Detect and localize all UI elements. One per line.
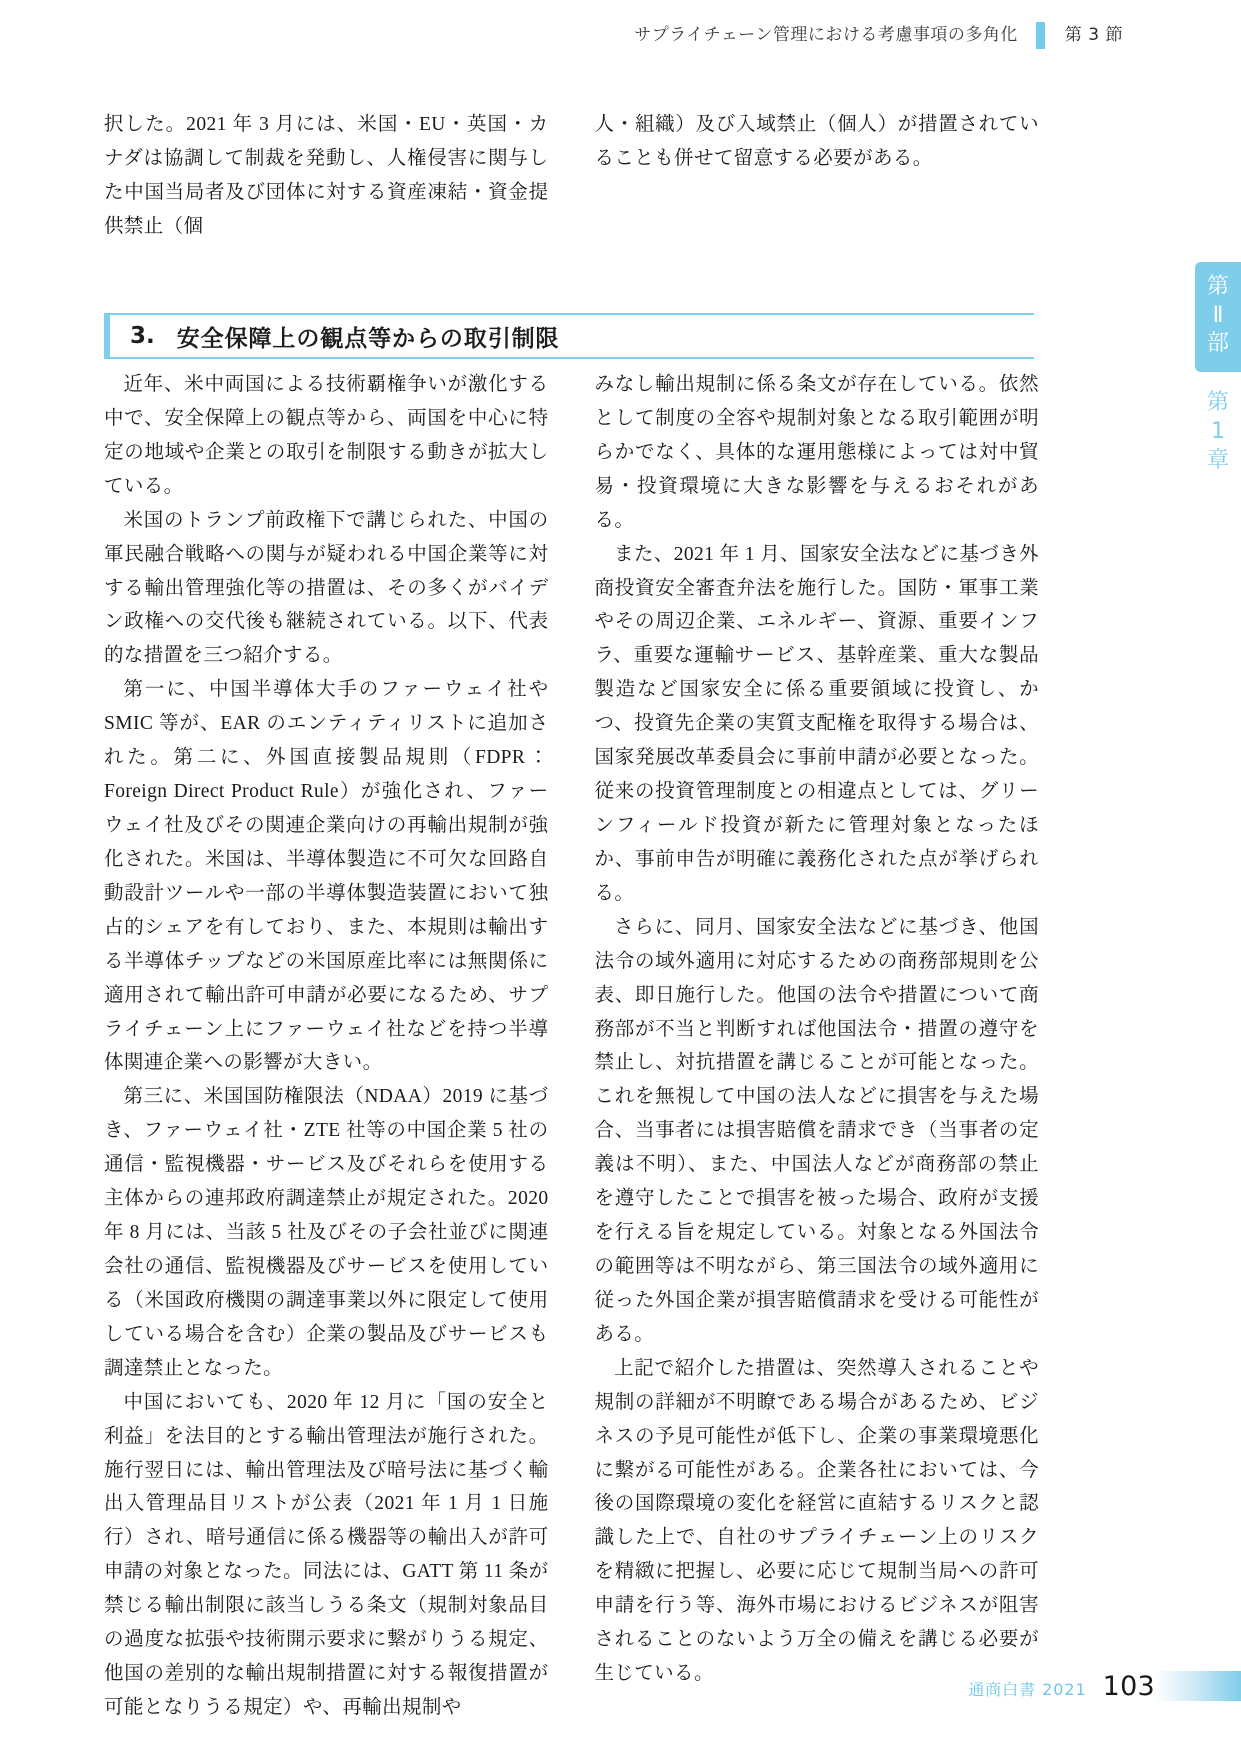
top-continuation-columns [104,108,1039,244]
paragraph: また、2021 年 1 月、国家安全法などに基づき外商投資安全審査弁法を施行した。国防・軍事工業やその周辺企業、エネルギー、資源、重要インフラ、重要な運輸サービス、基幹産業、重大な製品製造など国家安全に係る重要領域に投資し、かつ、投資先企業の実質支配権を取得する場合は、国家発展改革委員会に事前申請が必要となった。従来の投資管理制度との相違点としては、グリーンフィールド投資が新たに管理対象となったほか、事前申告が明確に義務化された点が挙げられる。 [594,543,1039,904]
side-tab-chapter-char-1: 第 [1206,389,1229,415]
section-heading-number: 3. [130,323,155,349]
page-number: 103 [1102,1671,1155,1702]
top-continuation-right-column [595,108,1040,244]
side-tab-chapter-char-3: 章 [1206,447,1229,473]
paragraph: 上記で紹介した措置は、突然導入されることや規制の詳細が不明瞭である場合があるため、ビジネスの予見可能性が低下し、企業の事業環境悪化に繋がる可能性がある。企業各社においては、今後の国際環境の変化を経営に直結するリスクと認識した上で、自社のサプライチェーン上のリスクを精緻に把握し、必要に応じて規制当局への許可申請を行う等、海外市場におけるビジネスが阻害されることのないよう万全の備えを講じる必要が生じている。 [594,1357,1039,1685]
running-head-title: サプライチェーン管理における考慮事項の多角化 [634,25,1018,45]
side-tab-part-label[interactable] [1195,262,1241,372]
paragraph: 米国のトランプ前政権下で講じられた、中国の軍民融合戦略への関与が疑われる中国企業等に対する輸出管理強化等の措置は、その多くがバイデン政権への交代後も継続されている。以下、代表的な措置を三つ紹介する。 [104,509,549,667]
running-head-divider-rule [1036,22,1045,49]
side-index-tab[interactable] [1195,262,1241,475]
right-column [595,368,1040,1725]
side-tab-chapter-label[interactable] [1195,372,1241,475]
paragraph: さらに、同月、国家安全法などに基づき、他国法令の域外適用に対応するための商務部規則を公表、即日施行した。他国の法令や措置について商務部が不当と判断すれば他国法令・措置の遵守を禁止し、対抗措置を講じることが可能となった。これを無視して中国の法人などに損害を与えた場合、当事者には損害賠償を請求でき（当事者の定義は不明）、また、中国法人などが商務部の禁止を遵守したことで損害を被った場合、政府が支援を行える旨を規定している。対象となる外国法令の範囲等は不明ながら、第三国法令の域外適用に従った外国企業が損害賠償請求を受ける可能性がある。 [594,916,1039,1345]
main-text-columns [104,368,1039,1725]
paragraph: 択した。2021 年 3 月には、米国・EU・英国・カナダは協調して制裁を発動し、人権侵害に関与した中国当局者及び団体に対する資産凍結・資金提供禁止（個 [104,114,549,237]
page-footer [0,1668,1241,1702]
paragraph: 人・組織）及び入域禁止（個人）が措置されていることも併せて留意する必要がある。 [594,114,1039,169]
section-heading [104,313,1034,359]
top-continuation-left-column [104,108,549,244]
side-tab-part-char-2: Ⅱ [1212,302,1224,328]
paragraph: 近年、米中両国による技術覇権争いが激化する中で、安全保障上の観点等から、両国を中心に特定の地域や企業との取引を制限する動きが拡大している。 [104,374,549,497]
paragraph: 第一に、中国半導体大手のファーウェイ社や SMIC 等が、EAR のエンティティリストに追加された。第二に、外国直接製品規則（FDPR：Foreign Direct Product Rule）が強化され、ファーウェイ社及びその関連企業向けの再輸出規制が強化された。米国は、半導体製造に不可欠な回路自動設計ツールや一部の半導体製造装置において独占的シェアを有しており、また、本規則は輸出する半導体チップなどの米国原産比率には無関係に適用されて輸出許可申請が必要になるため、サプライチェーン上にファーウェイ社などを持つ半導体関連企業への影響が大きい。 [104,679,549,1074]
running-head [634,22,1123,49]
section-heading-title: 安全保障上の観点等からの取引制限 [176,325,560,352]
running-head-section-number: 第 3 節 [1064,25,1123,45]
footer-gradient-bar [1155,1671,1241,1701]
side-tab-part-char-3: 部 [1206,331,1229,357]
footer-publication-label: 通商白書 2021 [968,1680,1087,1699]
top-continuation-block [104,108,1039,244]
paragraph: 第三に、米国国防権限法（NDAA）2019 に基づき、ファーウェイ社・ZTE 社等の中国企業 5 社の通信・監視機器・サービス及びそれらを使用する主体からの連邦政府調達禁止が規定された。2020 年 8 月には、当該 5 社及びその子会社並びに関連会社の通信、監視機器及びサービスを使用している（米国政府機関の調達事業以外に限定して使用している場合を含む）企業の製品及びサービスも調達禁止となった。 [104,1086,549,1379]
footer-content [968,1671,1155,1702]
left-column [104,368,549,1725]
side-tab-chapter-char-2: 1 [1211,418,1225,444]
paragraph: みなし輸出規制に係る条文が存在している。依然として制度の全容や規制対象となる取引範囲が明らかでなく、具体的な運用態様によっては対中貿易・投資環境に大きな影響を与えるおそれがある。 [594,374,1039,531]
side-tab-part-char-1: 第 [1206,274,1229,299]
paragraph: 中国においても、2020 年 12 月に「国の安全と利益」を法目的とする輸出管理法が施行された。施行翌日には、輸出管理法及び暗号法に基づく輸出入管理品目リストが公表（2021 年 1 月 1 日施行）され、暗号通信に係る機器等の輸出入が許可申請の対象となった。同法には、GATT 第 11 条が禁じる輸出制限に該当しうる条文（規制対象品目の過度な拡張や技術開示要求に繋がりうる規定、他国の差別的な輸出規制措置に対する報復措置が可能となりうる規定）や、再輸出規制や [104,1391,549,1718]
